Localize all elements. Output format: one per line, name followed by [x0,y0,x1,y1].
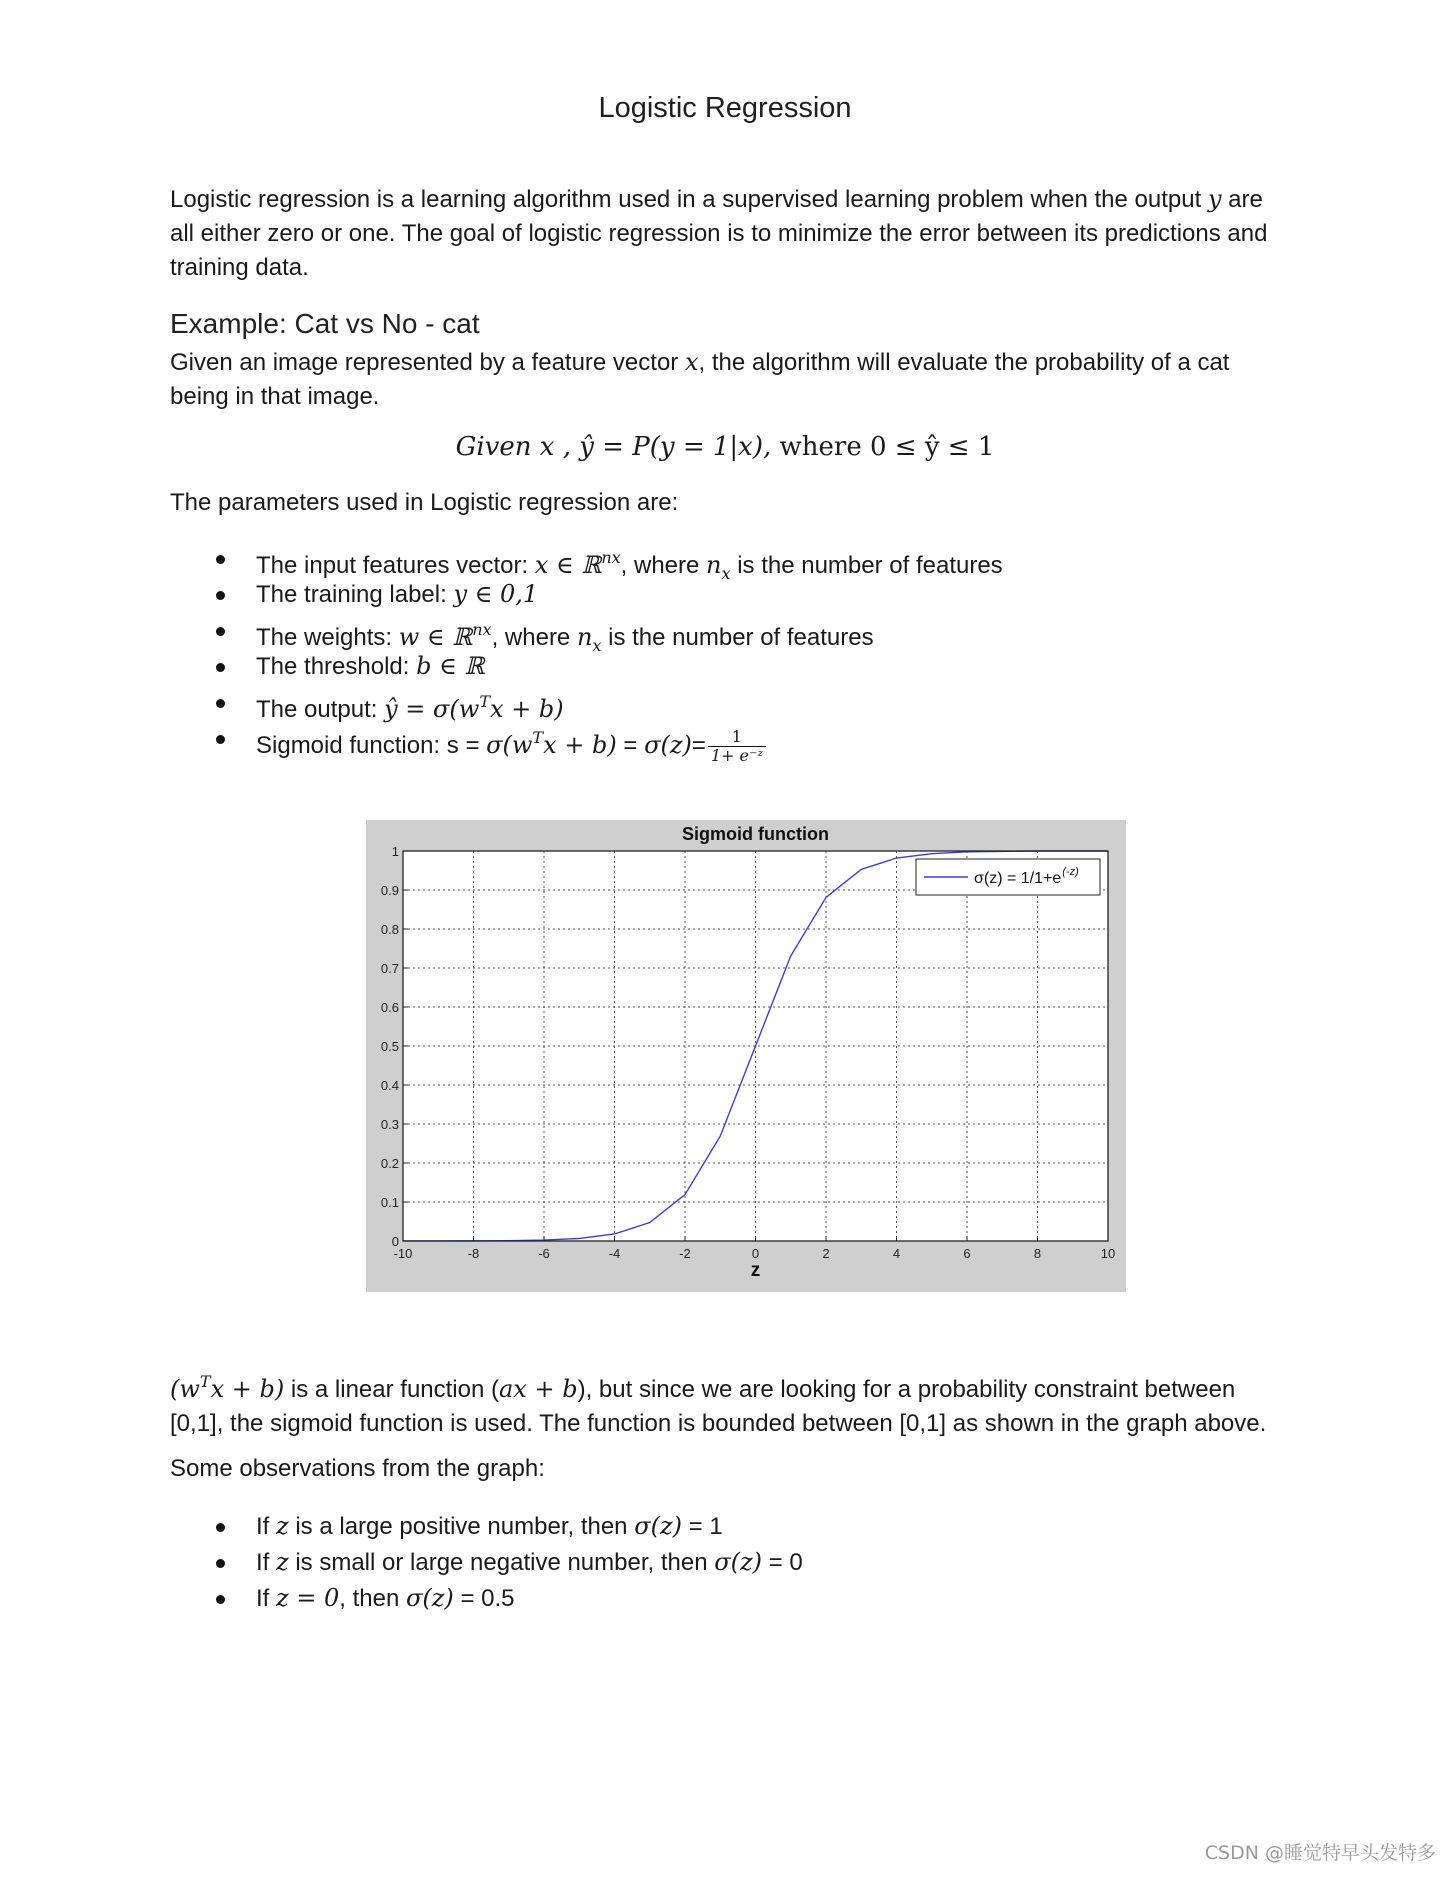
y-tick-label: 0 [391,1234,399,1249]
linear-function-paragraph: $(w^Tx + b)$ is a linear function (ax + b), but since we are looking for a probability constraint between [0,1], the sigmoid function is used. The function is bounded between [0,1] as shown in the graph above. [170,1372,1267,1437]
y-tick-label: 0.2 [380,1156,399,1171]
sigmoid-chart-svg [366,820,1126,1292]
x-tick-label: 2 [822,1246,830,1261]
observations-intro: Some observations from the graph: [170,1455,545,1482]
observations-list [210,1508,803,1616]
y-tick-label: 1 [391,844,399,859]
list-item: The threshold: b ∈ ℝ [210,648,1003,684]
example-paragraph: Given an image represented by a feature vector x, the algorithm will evaluate the probability of a cat being in that image. [170,348,1230,410]
x-tick-label: 4 [892,1246,901,1261]
x-tick-label: -8 [467,1246,480,1261]
x-tick-label: 6 [963,1246,971,1261]
x-tick-label: 0 [751,1246,760,1261]
list-item: The weights: w ∈ ℝ$^{nx}$, where $n_x$ is the number of features [210,612,1003,648]
y-tick-label: 0.3 [380,1117,399,1132]
list-item: Sigmoid function: $s = \sigma(w^Tx + b) = \sigma(z)=$ $\frac{1}{\text{1+ e⁻ᶻ}}$ [210,720,1003,756]
y-tick-label: 0.8 [380,922,399,937]
x-tick-label: -10 [393,1246,413,1261]
list-item: If z is small or large negative number, then σ(z) = 0 [210,1544,803,1580]
x-tick-label: -4 [608,1246,621,1261]
probability-formula: Given x , ŷ = P(y = 1|x), where 0 ≤ ŷ ≤ 1 [455,432,995,462]
x-tick-label: 10 [1100,1246,1116,1261]
legend-superscript: (-z) [1062,866,1079,878]
example-heading: Example: Cat vs No - cat [170,308,480,339]
y-tick-label: 0.5 [380,1039,399,1054]
sigmoid-fraction: $\frac{1}{\text{1+ e⁻ᶻ}}$ [708,728,766,765]
sigmoid-chart [366,820,1126,1292]
y-tick-label: 0.9 [380,883,399,898]
y-tick-label: 0.6 [380,1000,399,1015]
list-item: The output: ŷ = $\sigma(w^Tx + b)$ [210,684,1003,720]
document-title: Logistic Regression [598,92,852,124]
y-tick-label: 0.1 [380,1195,399,1210]
list-item: If z = 0, then σ(z) = 0.5 [210,1580,803,1616]
y-tick-label: 0.4 [380,1078,399,1093]
x-tick-label: 8 [1033,1246,1042,1261]
x-tick-label: -6 [538,1246,550,1261]
chart-title: Sigmoid function [682,824,829,844]
parameters-intro: The parameters used in Logistic regression are: [170,489,679,516]
watermark: CSDN @睡觉特早头发特多 [1204,1842,1436,1864]
list-item: The input features vector: x ∈ ℝ$^{nx}$, where $n_x$ is the number of features [210,540,1003,576]
x-axis-label: z [750,1260,761,1281]
parameters-list [210,540,1003,766]
y-tick-label: 0.7 [380,961,399,976]
intro-paragraph: Logistic regression is a learning algorithm used in a supervised learning problem when the output y are all either zero or one. The goal of logistic regression is to minimize the error between its predictions and training data. [170,185,1268,281]
legend-label: σ(z) = 1/1+e [974,870,1062,887]
x-tick-label: -2 [679,1246,691,1261]
list-item: If z is a large positive number, then σ(z) = 1 [210,1508,803,1544]
list-item: The training label: y ∈ 0,1 [210,576,1003,612]
